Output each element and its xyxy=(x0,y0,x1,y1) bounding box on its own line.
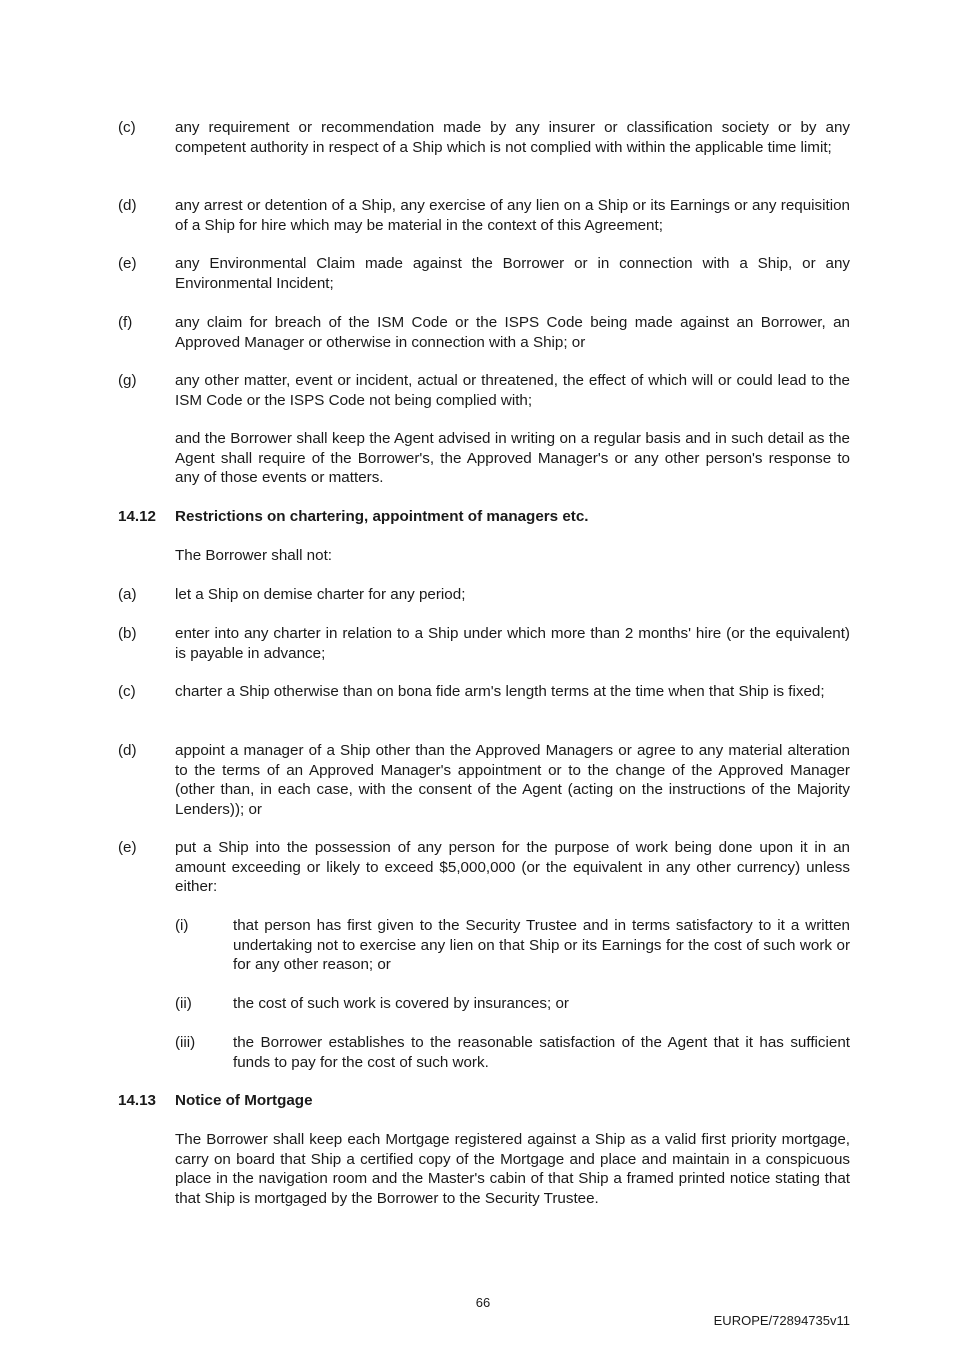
item-label: (a) xyxy=(118,586,137,603)
item-text: that person has first given to the Security Trustee and in terms satisfactory to it a written undertaking not to exercise any lien on that Ship or its Earnings for the cost of such work or for any other reason; or xyxy=(233,917,850,973)
section-heading-14-13 xyxy=(118,1091,850,1111)
section-heading-14-12 xyxy=(118,507,850,527)
item-label: (d) xyxy=(118,197,137,214)
item-label: (i) xyxy=(175,917,189,934)
sub-list-item xyxy=(175,994,850,1014)
item-text: the cost of such work is covered by insurances; or xyxy=(233,995,569,1012)
item-label: (ii) xyxy=(175,995,192,1012)
item-label: (c) xyxy=(118,119,136,136)
section-title: Notice of Mortgage xyxy=(175,1092,313,1109)
item-text: any claim for breach of the ISM Code or the ISPS Code being made against an Borrower, an Approved Manager or otherwise in connection with a Ship; or xyxy=(175,314,850,351)
section-number: 14.12 xyxy=(118,508,157,525)
item-text: any Environmental Claim made against the Borrower or in connection with a Ship, or any Environmental Incident; xyxy=(175,255,850,292)
document-reference: EUROPE/72894735v11 xyxy=(713,1313,850,1328)
item-label: (e) xyxy=(118,839,137,856)
section-body: The Borrower shall keep each Mortgage registered against a Ship as a valid first priority mortgage, carry on board that Ship a certified copy of the Mortgage and place and maintain in a conspicuous place in the navigation room and the Master's cabin of that Ship a framed printed notice stating that that Ship is mortgaged by the Borrower to the Security Trustee. xyxy=(175,1131,850,1207)
list-item xyxy=(118,118,850,157)
item-text: put a Ship into the possession of any person for the purpose of work being done upon it in an amount exceeding or likely to exceed $5,000,000 (or the equivalent in any other currency) unless either: xyxy=(175,839,850,895)
list-item xyxy=(118,313,850,352)
sub-list-item xyxy=(175,1033,850,1072)
section-intro: The Borrower shall not: xyxy=(175,547,333,564)
list-item xyxy=(118,585,850,605)
item-text: appoint a manager of a Ship other than the Approved Managers or agree to any material alteration to the terms of an Approved Manager's appointment or to the change of the Approved Manager (other than, in each case, with the consent of the Agent (acting on the instructions of the Majority Lenders)); or xyxy=(175,742,850,818)
list-item xyxy=(118,838,850,897)
list-item xyxy=(118,682,850,702)
item-text: any arrest or detention of a Ship, any exercise of any lien on a Ship or its Earnings or any requisition of a Ship for hire which may be material in the context of this Agreement; xyxy=(175,197,850,234)
item-text: any other matter, event or incident, actual or threatened, the effect of which will or could lead to the ISM Code or the ISPS Code not being complied with; xyxy=(175,372,850,409)
item-text: the Borrower establishes to the reasonable satisfaction of the Agent that it has sufficient funds to pay for the cost of such work. xyxy=(233,1034,850,1071)
section-title: Restrictions on chartering, appointment of managers etc. xyxy=(175,508,589,525)
item-label: (d) xyxy=(118,742,137,759)
item-label: (c) xyxy=(118,683,136,700)
item-label: (f) xyxy=(118,314,133,331)
item-label: (e) xyxy=(118,255,137,272)
list-item xyxy=(118,371,850,410)
item-text: let a Ship on demise charter for any period; xyxy=(175,586,466,603)
item-text: charter a Ship otherwise than on bona fide arm's length terms at the time when that Ship is fixed; xyxy=(175,683,825,700)
sub-list-item xyxy=(175,916,850,975)
list-item xyxy=(118,624,850,663)
item-label: (iii) xyxy=(175,1034,196,1051)
list-item xyxy=(118,254,850,293)
list-item xyxy=(118,741,850,819)
closing-paragraph: and the Borrower shall keep the Agent advised in writing on a regular basis and in such detail as the Agent shall require of the Borrower's, the Approved Manager's or any other person's response to any of those events or matters. xyxy=(175,430,850,486)
section-number: 14.13 xyxy=(118,1092,157,1109)
list-item xyxy=(118,196,850,235)
item-text: any requirement or recommendation made by any insurer or classification society or by any competent authority in respect of a Ship which is not complied with within the applicable time limit; xyxy=(175,119,850,156)
page-number: 66 xyxy=(475,1295,491,1310)
item-text: enter into any charter in relation to a Ship under which more than 2 months' hire (or the equivalent) is payable in advance; xyxy=(175,625,850,662)
item-label: (b) xyxy=(118,625,137,642)
item-label: (g) xyxy=(118,372,137,389)
